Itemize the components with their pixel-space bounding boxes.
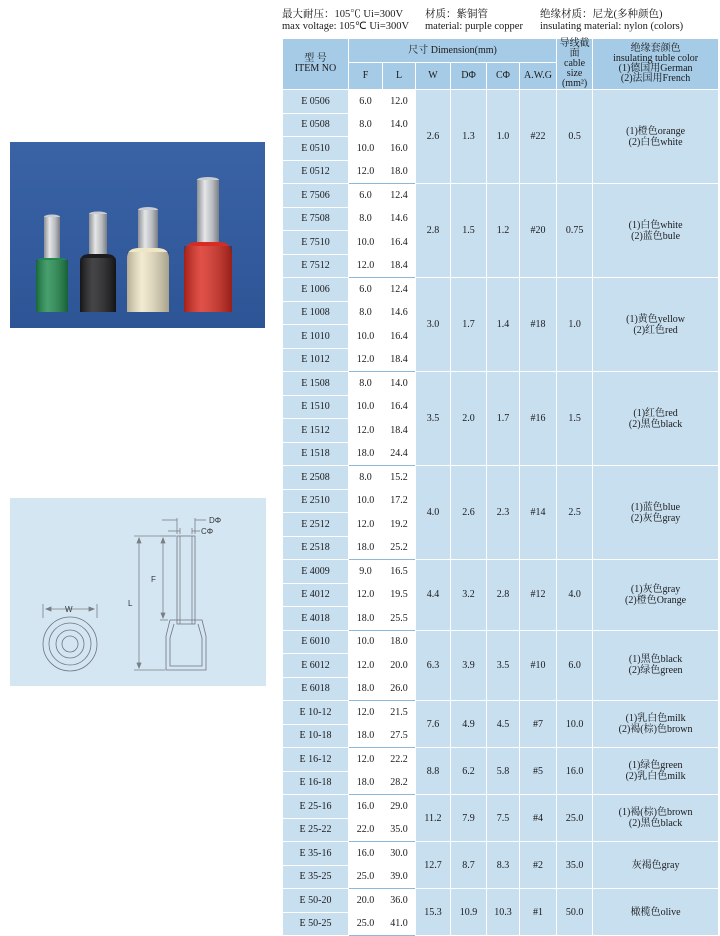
item-no-cell: E 6010	[283, 630, 349, 654]
l-cell: 14.0	[383, 372, 416, 396]
ferrule-green	[36, 215, 68, 313]
table-row	[283, 278, 719, 302]
item-no-cell: E 2512	[283, 513, 349, 537]
item-no-cell: E 7512	[283, 254, 349, 278]
d-cell: 3.2	[451, 560, 487, 631]
l-cell: 16.0	[383, 137, 416, 161]
ferrule-red	[184, 177, 232, 312]
l-cell: 16.4	[383, 395, 416, 419]
f-cell: 12.0	[349, 419, 383, 443]
awg-cell: #22	[520, 90, 557, 184]
material-cn: 材质：紫铜管	[425, 9, 488, 20]
color-option: (1)蓝色blue	[631, 501, 681, 513]
color-option: (2)褐(棕)色brown	[618, 724, 693, 735]
awg-cell: #12	[520, 560, 557, 631]
c-cell: 2.8	[487, 560, 520, 631]
color-header: 绝缘套颜色 insulating tuble color (1)德国用German (2)法国用French	[593, 39, 719, 90]
c-cell: 8.3	[487, 842, 520, 889]
d-cell: 6.2	[451, 748, 487, 795]
color-option: 灰褐色gray	[631, 859, 680, 871]
cable-size-cell: 1.0	[557, 278, 593, 372]
c-cell: 1.2	[487, 184, 520, 278]
f-cell: 12.0	[349, 513, 383, 537]
c-cell: 1.0	[487, 90, 520, 184]
awg-cell: #4	[520, 795, 557, 842]
c-cell: 5.8	[487, 748, 520, 795]
l-cell: 14.0	[383, 113, 416, 137]
cable-size-cell: 25.0	[557, 795, 593, 842]
w-cell: 4.0	[416, 466, 451, 560]
color-cell	[593, 560, 719, 631]
cable-size-cell: 50.0	[557, 889, 593, 936]
w-cell: 4.4	[416, 560, 451, 631]
cable-header: 导线截面 cable size (mm²)	[557, 39, 593, 90]
voltage-spec	[282, 9, 409, 33]
label-f: F	[151, 575, 156, 584]
color-option: (2)灰色gray	[630, 512, 681, 524]
l-cell: 12.4	[383, 278, 416, 302]
d-cell: 1.7	[451, 278, 487, 372]
l-cell: 35.0	[383, 818, 416, 842]
color-cell	[593, 889, 719, 936]
material-en: material: purple copper	[425, 21, 523, 32]
d-cell: 3.9	[451, 630, 487, 701]
f-cell: 8.0	[349, 466, 383, 490]
table-row	[283, 372, 719, 396]
f-cell: 9.0	[349, 560, 383, 584]
item-no-cell: E 4009	[283, 560, 349, 584]
item-no-cell: E 16-18	[283, 771, 349, 795]
color-cell	[593, 842, 719, 889]
d-cell: 7.9	[451, 795, 487, 842]
item-no-cell: E 10-18	[283, 724, 349, 748]
label-d: DΦ	[209, 516, 222, 525]
cable-size-cell: 0.5	[557, 90, 593, 184]
awg-cell: #10	[520, 630, 557, 701]
item-no-cell: E 7510	[283, 231, 349, 255]
dimension-header: 尺寸 Dimension(mm)	[349, 39, 557, 63]
item-no-cell: E 1508	[283, 372, 349, 396]
item-no-cell: E 4018	[283, 607, 349, 631]
item-no-cell: E 0508	[283, 113, 349, 137]
item-no-cell: E 50-20	[283, 889, 349, 913]
color-option: (2)红色red	[633, 324, 678, 336]
color-option: (2)蓝色bule	[631, 230, 681, 242]
f-cell: 12.0	[349, 583, 383, 607]
f-cell: 18.0	[349, 677, 383, 701]
l-cell: 18.4	[383, 348, 416, 372]
l-cell: 12.0	[383, 90, 416, 114]
col-f-header: F	[349, 63, 383, 90]
item-no-cell: E 4012	[283, 583, 349, 607]
f-cell: 12.0	[349, 254, 383, 278]
d-cell: 10.9	[451, 889, 487, 936]
color-option: (1)绿色green	[628, 760, 683, 771]
material-spec	[425, 9, 523, 33]
color-option: (1)褐(棕)色brown	[618, 807, 693, 818]
f-cell: 10.0	[349, 137, 383, 161]
item-no-cell: E 0510	[283, 137, 349, 161]
insulation-spec	[540, 9, 683, 33]
item-no-cell: E 1012	[283, 348, 349, 372]
d-cell: 4.9	[451, 701, 487, 748]
item-no-cell: E 16-12	[283, 748, 349, 772]
l-cell: 25.2	[383, 536, 416, 560]
color-option: (1)黑色black	[628, 654, 683, 666]
c-cell: 3.5	[487, 630, 520, 701]
c-cell: 1.4	[487, 278, 520, 372]
item-no-cell: E 25-22	[283, 818, 349, 842]
label-w: W	[65, 605, 73, 614]
insulation-en: insulating material: nylon (colors)	[540, 21, 684, 32]
label-l: L	[128, 599, 133, 608]
l-cell: 27.5	[383, 724, 416, 748]
table-row	[283, 184, 719, 208]
item-no-cell: E 1512	[283, 419, 349, 443]
item-no-cell: E 6012	[283, 654, 349, 678]
cable-size-cell: 0.75	[557, 184, 593, 278]
cable-size-cell: 16.0	[557, 748, 593, 795]
f-cell: 12.0	[349, 160, 383, 184]
item-no-cell: E 6018	[283, 677, 349, 701]
c-cell: 4.5	[487, 701, 520, 748]
col-c-header: CΦ	[487, 63, 520, 90]
l-cell: 16.4	[383, 325, 416, 349]
f-cell: 6.0	[349, 184, 383, 208]
color-cell	[593, 748, 719, 795]
end-view	[43, 604, 97, 671]
color-option: (2)黑色black	[628, 818, 683, 829]
l-cell: 18.4	[383, 254, 416, 278]
cable-size-cell: 10.0	[557, 701, 593, 748]
spec-header	[282, 6, 718, 40]
l-cell: 16.5	[383, 560, 416, 584]
color-cell	[593, 630, 719, 701]
f-cell: 10.0	[349, 231, 383, 255]
f-cell: 8.0	[349, 207, 383, 231]
item-no-cell: E 10-12	[283, 701, 349, 725]
item-no-cell: E 1518	[283, 442, 349, 466]
color-cell	[593, 372, 719, 466]
table-row	[283, 842, 719, 866]
voltage-en: max voltage: 105℃ Ui=300V	[282, 21, 410, 32]
color-cell	[593, 278, 719, 372]
d-cell: 2.0	[451, 372, 487, 466]
l-cell: 22.2	[383, 748, 416, 772]
item-no-cell: E 2518	[283, 536, 349, 560]
f-cell: 18.0	[349, 607, 383, 631]
l-cell: 14.6	[383, 301, 416, 325]
item-no-cell: E 0506	[283, 90, 349, 114]
awg-cell: #2	[520, 842, 557, 889]
c-cell: 1.7	[487, 372, 520, 466]
l-cell: 15.2	[383, 466, 416, 490]
f-cell: 25.0	[349, 912, 383, 936]
f-cell: 8.0	[349, 372, 383, 396]
f-cell: 6.0	[349, 278, 383, 302]
label-c: CΦ	[201, 527, 214, 536]
l-cell: 18.0	[383, 630, 416, 654]
color-option: (2)橙色Orange	[625, 594, 687, 606]
item-no-cell: E 50-25	[283, 912, 349, 936]
table-row	[283, 748, 719, 772]
l-cell: 19.5	[383, 583, 416, 607]
l-cell: 17.2	[383, 489, 416, 513]
l-cell: 19.2	[383, 513, 416, 537]
col-l-header: L	[383, 63, 416, 90]
f-cell: 8.0	[349, 113, 383, 137]
table-row	[283, 630, 719, 654]
w-cell: 11.2	[416, 795, 451, 842]
f-cell: 18.0	[349, 442, 383, 466]
item-no-cell: E 1006	[283, 278, 349, 302]
col-d-header: DΦ	[451, 63, 487, 90]
ferrules-illustration	[10, 142, 265, 328]
l-cell: 24.4	[383, 442, 416, 466]
f-cell: 18.0	[349, 771, 383, 795]
f-cell: 12.0	[349, 348, 383, 372]
f-cell: 12.0	[349, 701, 383, 725]
w-cell: 2.6	[416, 90, 451, 184]
color-cell	[593, 90, 719, 184]
d-cell: 8.7	[451, 842, 487, 889]
color-cell	[593, 184, 719, 278]
color-option: (2)白色white	[628, 136, 683, 148]
color-cell	[593, 701, 719, 748]
item-no-cell: E 2508	[283, 466, 349, 490]
l-cell: 14.6	[383, 207, 416, 231]
color-cell	[593, 795, 719, 842]
f-cell: 20.0	[349, 889, 383, 913]
f-cell: 10.0	[349, 395, 383, 419]
item-no-cell: E 1510	[283, 395, 349, 419]
product-photo	[10, 142, 265, 328]
l-cell: 39.0	[383, 865, 416, 889]
l-cell: 16.4	[383, 231, 416, 255]
l-cell: 12.4	[383, 184, 416, 208]
f-cell: 22.0	[349, 818, 383, 842]
spec-table	[282, 38, 719, 936]
awg-cell: #20	[520, 184, 557, 278]
table-row	[283, 701, 719, 725]
awg-cell: #14	[520, 466, 557, 560]
f-cell: 12.0	[349, 654, 383, 678]
cable-size-cell: 35.0	[557, 842, 593, 889]
c-cell: 2.3	[487, 466, 520, 560]
table-row	[283, 889, 719, 913]
l-cell: 21.5	[383, 701, 416, 725]
item-no-cell: E 35-16	[283, 842, 349, 866]
f-cell: 10.0	[349, 489, 383, 513]
w-cell: 6.3	[416, 630, 451, 701]
table-row	[283, 795, 719, 819]
dimension-diagram	[10, 498, 266, 686]
color-option: (1)灰色gray	[630, 583, 681, 595]
f-cell: 25.0	[349, 865, 383, 889]
f-cell: 8.0	[349, 301, 383, 325]
col-awg-header: A.W.G	[520, 63, 557, 90]
item-no-cell: E 25-16	[283, 795, 349, 819]
color-option: (1)红色red	[633, 407, 678, 419]
color-option: (1)乳白色milk	[625, 713, 686, 724]
w-cell: 3.0	[416, 278, 451, 372]
w-cell: 8.8	[416, 748, 451, 795]
item-no-cell: E 0512	[283, 160, 349, 184]
w-cell: 2.8	[416, 184, 451, 278]
f-cell: 18.0	[349, 536, 383, 560]
d-cell: 1.5	[451, 184, 487, 278]
item-no-cell: E 2510	[283, 489, 349, 513]
insulation-cn: 绝缘材质：尼龙(多种颜色)	[540, 9, 663, 20]
col-w-header: W	[416, 63, 451, 90]
table-body	[283, 90, 719, 936]
f-cell: 18.0	[349, 724, 383, 748]
item-no-cell: E 7508	[283, 207, 349, 231]
color-option: (2)乳白色milk	[625, 771, 686, 782]
l-cell: 36.0	[383, 889, 416, 913]
item-no-cell: E 1010	[283, 325, 349, 349]
l-cell: 30.0	[383, 842, 416, 866]
color-cell	[593, 466, 719, 560]
f-cell: 10.0	[349, 325, 383, 349]
color-option: (1)黄色yellow	[626, 313, 686, 325]
color-option: (1)白色white	[628, 219, 683, 231]
l-cell: 18.0	[383, 160, 416, 184]
color-option: 橄榄色olive	[630, 906, 681, 918]
f-cell: 12.0	[349, 748, 383, 772]
f-cell: 16.0	[349, 795, 383, 819]
l-cell: 29.0	[383, 795, 416, 819]
w-cell: 3.5	[416, 372, 451, 466]
l-cell: 20.0	[383, 654, 416, 678]
table-row	[283, 466, 719, 490]
c-cell: 10.3	[487, 889, 520, 936]
cable-size-cell: 1.5	[557, 372, 593, 466]
voltage-cn: 最大耐压：105℃ Ui=300V	[282, 9, 404, 20]
cable-size-cell: 4.0	[557, 560, 593, 631]
awg-cell: #7	[520, 701, 557, 748]
l-cell: 25.5	[383, 607, 416, 631]
l-cell: 41.0	[383, 912, 416, 936]
item-no-cell: E 1008	[283, 301, 349, 325]
awg-cell: #18	[520, 278, 557, 372]
awg-cell: #1	[520, 889, 557, 936]
item-no-cell: E 35-25	[283, 865, 349, 889]
f-cell: 10.0	[349, 630, 383, 654]
color-option: (1)橙色orange	[626, 125, 686, 137]
w-cell: 7.6	[416, 701, 451, 748]
awg-cell: #5	[520, 748, 557, 795]
side-view	[134, 518, 206, 670]
color-option: (2)黑色black	[628, 418, 683, 430]
w-cell: 12.7	[416, 842, 451, 889]
item-header: 型 号 ITEM NO	[283, 39, 349, 90]
cable-size-cell: 6.0	[557, 630, 593, 701]
color-option: (2)绿色green	[628, 665, 683, 677]
ferrule-black	[80, 212, 116, 313]
w-cell: 15.3	[416, 889, 451, 936]
awg-cell: #16	[520, 372, 557, 466]
f-cell: 16.0	[349, 842, 383, 866]
l-cell: 18.4	[383, 419, 416, 443]
ferrule-cream	[127, 207, 169, 312]
d-cell: 1.3	[451, 90, 487, 184]
f-cell: 6.0	[349, 90, 383, 114]
c-cell: 7.5	[487, 795, 520, 842]
item-no-cell: E 7506	[283, 184, 349, 208]
l-cell: 28.2	[383, 771, 416, 795]
d-cell: 2.6	[451, 466, 487, 560]
table-row	[283, 560, 719, 584]
cable-size-cell: 2.5	[557, 466, 593, 560]
table-row	[283, 90, 719, 114]
l-cell: 26.0	[383, 677, 416, 701]
